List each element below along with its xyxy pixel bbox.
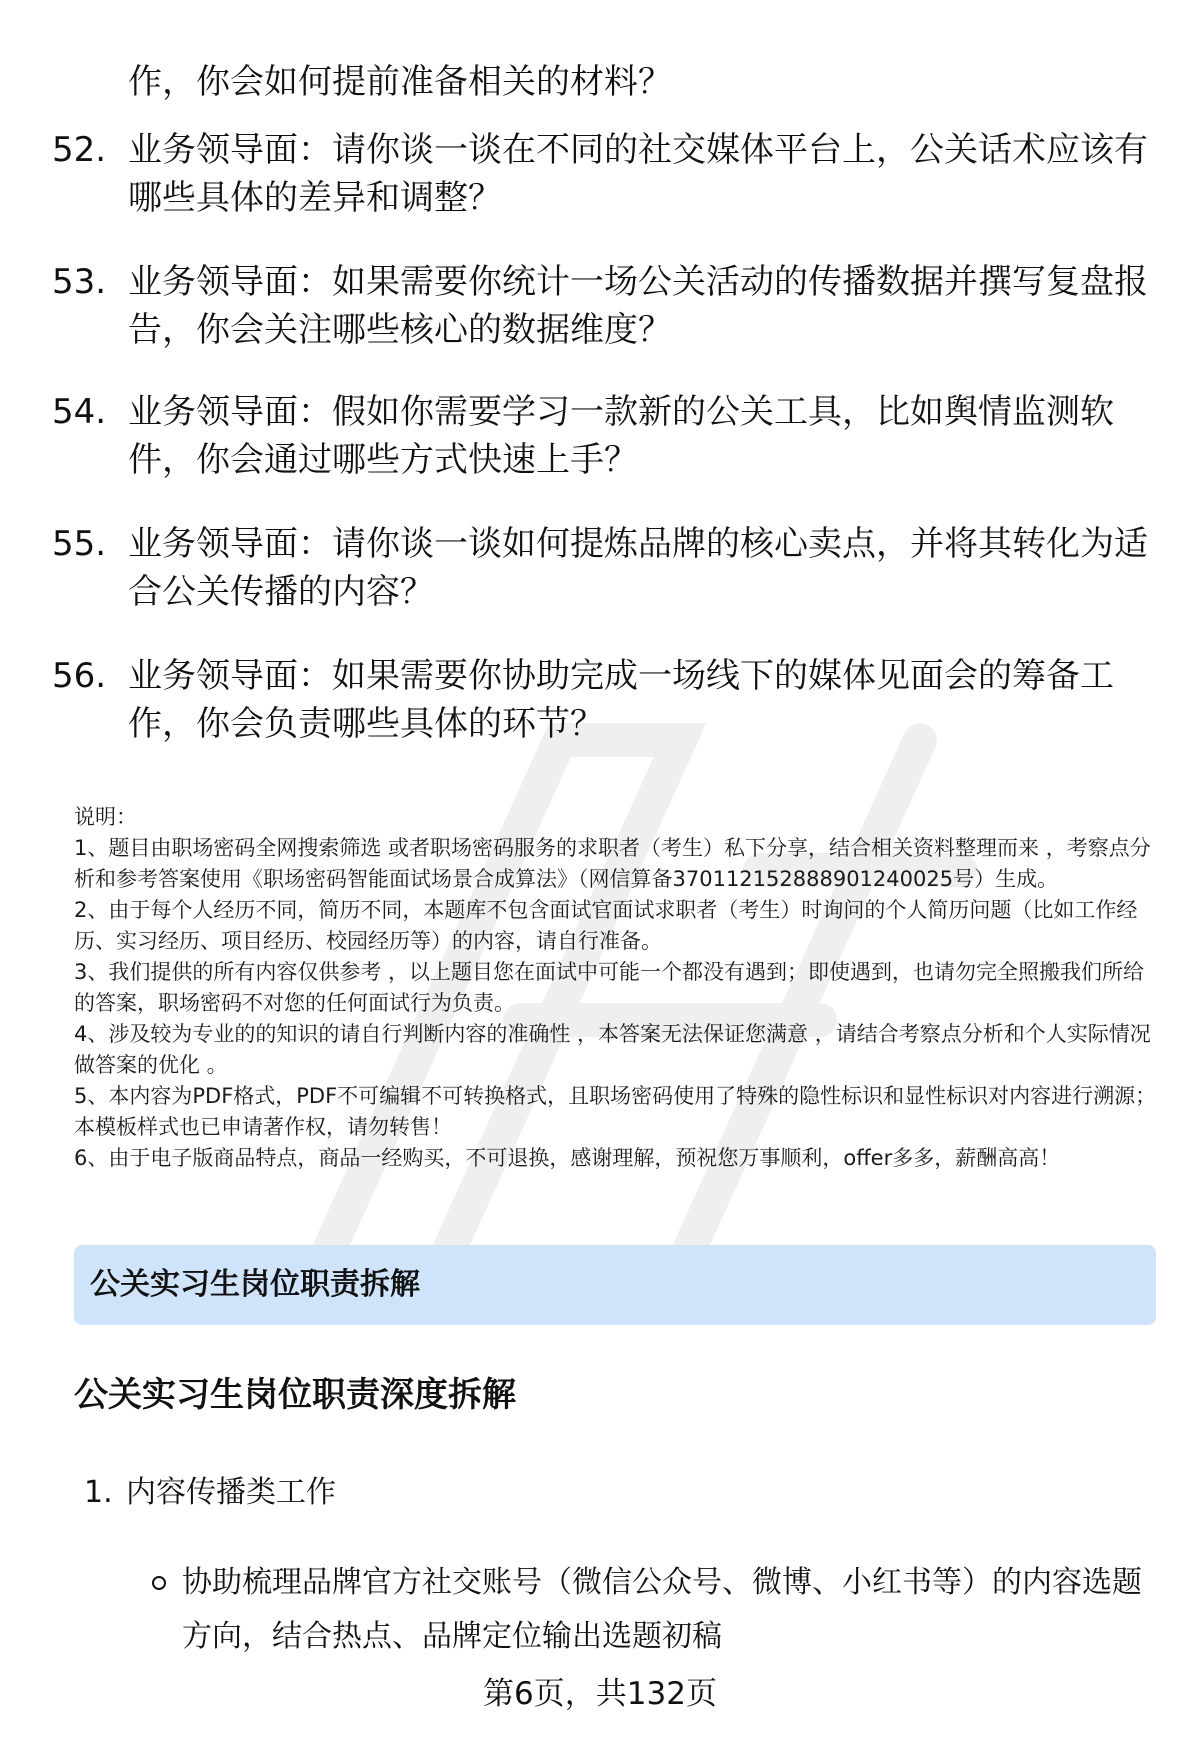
ordered-list-item <box>84 1470 336 1516</box>
notes-line: 3、我们提供的所有内容仅供参考 ，以上题目您在面试中可能一个都没有遇到；即使遇到，也请勿完全照搬我们所给的答案，职场密码不对您的任何面试行为负责。 <box>74 960 1145 1015</box>
notes-line: 1、题目由职场密码全网搜索筛选 或者职场密码服务的求职者（考生）私下分享，结合相关资料整理而来 ，考察点分析和参考答案使用《职场密码智能面试场景合成算法》（网信算备370112152888901240025号）生成。 <box>74 836 1151 891</box>
question-text: 业务领导面：如果需要你协助完成一场线下的媒体见面会的筹备工作，你会负责哪些具体的环节？ <box>128 656 1114 744</box>
question-text: 业务领导面：请你谈一谈在不同的社交媒体平台上，公关话术应该有哪些具体的差异和调整？ <box>128 130 1148 218</box>
page-footer: 第6页，共132页 <box>483 1676 717 1712</box>
notes-block <box>74 802 1159 1174</box>
list-number: 1. <box>84 1475 113 1510</box>
question-text: 业务领导面：如果需要你统计一场公关活动的传播数据并撰写复盘报告，你会关注哪些核心的数据维度？ <box>128 262 1148 350</box>
hollow-circle-icon <box>152 1576 166 1590</box>
question-continuation: 作，你会如何提前准备相关的材料？ <box>128 62 672 102</box>
notes-line: 4、涉及较为专业的的知识的请自行判断内容的准确性 ，本答案无法保证您满意 ，请结合考察点分析和个人实际情况做答案的优化 。 <box>74 1022 1151 1077</box>
section-bar-title: 公关实习生岗位职责拆解 <box>90 1267 420 1302</box>
question-number: 54. <box>52 392 107 432</box>
section-heading: 公关实习生岗位职责深度拆解 <box>74 1375 516 1415</box>
question-number: 52. <box>52 130 107 170</box>
question-number: 53. <box>52 262 107 302</box>
list-item-label: 内容传播类工作 <box>126 1475 336 1510</box>
notes-line: 6、由于电子版商品特点，商品一经购买，不可退换，感谢理解，预祝您万事顺利，offer多多，薪酬高高！ <box>74 1146 1061 1170</box>
notes-title: 说明： <box>74 805 137 829</box>
question-number: 56. <box>52 656 107 696</box>
bullet-text: 协助梳理品牌官方社交账号（微信公众号、微博、小红书等）的内容选题方向，结合热点、品牌定位输出选题初稿 <box>182 1565 1142 1654</box>
question-text: 业务领导面：请你谈一谈如何提炼品牌的核心卖点，并将其转化为适合公关传播的内容？ <box>128 524 1148 612</box>
question-text: 业务领导面：假如你需要学习一款新的公关工具，比如舆情监测软件，你会通过哪些方式快速上手？ <box>128 392 1114 480</box>
notes-line: 2、由于每个人经历不同，简历不同，本题库不包含面试官面试求职者（考生）时询问的个人简历问题（比如工作经历、实习经历、项目经历、校园经历等）的内容，请自行准备。 <box>74 898 1138 953</box>
notes-line: 5、本内容为PDF格式，PDF不可编辑不可转换格式，且职场密码使用了特殊的隐性标识和显性标识对内容进行溯源；本模板样式也已申请著作权，请勿转售！ <box>74 1084 1157 1139</box>
section-bar <box>74 1245 1156 1325</box>
question-number: 55. <box>52 524 107 564</box>
